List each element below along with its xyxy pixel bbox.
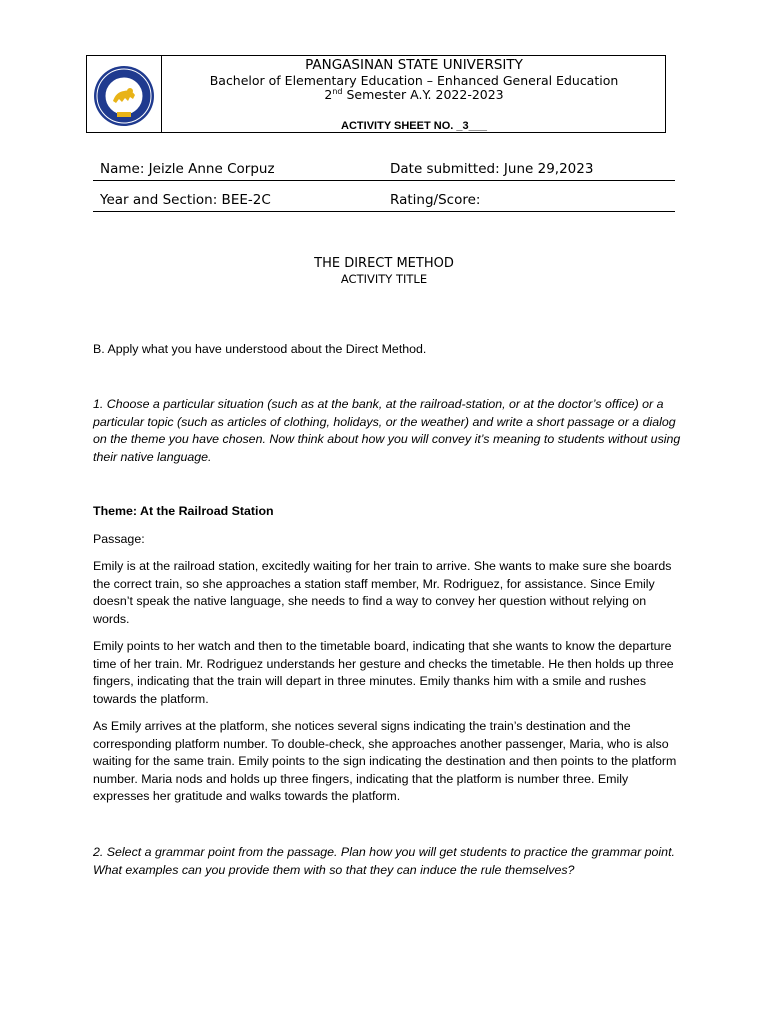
rating-score: Rating/Score: bbox=[390, 192, 481, 208]
program-name: Bachelor of Elementary Education – Enhanced General Education bbox=[209, 73, 619, 88]
semester-number: 2 bbox=[324, 87, 333, 103]
activity-sheet-number: ACTIVITY SHEET NO. _3___ bbox=[341, 120, 487, 132]
passage-paragraph-2: Emily points to her watch and then to the timetable board, indicating that she wants to know the departure time of her train. Mr. Rodriguez understands her gesture and checks the timetable. He then holds up three fingers, indicating that the train will depart in three minutes. Emily thanks him with a smile and rushes towards the platform. bbox=[93, 639, 674, 706]
header-box bbox=[86, 55, 666, 133]
question-2: 2. Select a grammar point from the passage. Plan how you will get students to practice the grammar point. What examples can you provide them with so that they can induce the rule themselves? bbox=[93, 845, 675, 877]
student-name: Name: Jeizle Anne Corpuz bbox=[100, 161, 275, 177]
info-row-section bbox=[93, 189, 675, 212]
passage-paragraph-3: As Emily arrives at the platform, she notices several signs indicating the train’s destination and the corresponding platform number. To double-check, she approaches another passenger, Maria, who is also waiting for the same train. Emily points to the sign indicating the destination and then points to the platform number. Maria nods and holds up three fingers, indicating that the platform is number three. Emily expresses her gratitude and walks towards the platform. bbox=[93, 719, 677, 804]
question-1: 1. Choose a particular situation (such as at the bank, at the railroad-station, or at the doctor’s office) or a particular topic (such as articles of clothing, holidays, or the weather) and write a short passage or a dialog on the theme you have chosen. Now think about how you will convey it’s meaning to students without using their native language. bbox=[93, 397, 681, 464]
info-row-name bbox=[93, 158, 675, 181]
semester-text: Semester A.Y. 2022-2023 bbox=[342, 87, 504, 103]
activity-subtitle: ACTIVITY TITLE bbox=[340, 272, 428, 286]
semester-line bbox=[163, 87, 665, 102]
university-name: PANGASINAN STATE UNIVERSITY bbox=[305, 57, 523, 73]
activity-title: THE DIRECT METHOD bbox=[314, 256, 454, 271]
logo-cell bbox=[87, 56, 162, 132]
instruction: B. Apply what you have understood about the Direct Method. bbox=[93, 342, 427, 356]
theme-heading: Theme: At the Railroad Station bbox=[93, 504, 274, 518]
university-seal-icon bbox=[93, 65, 155, 127]
passage-label: Passage: bbox=[93, 532, 145, 546]
passage-paragraph-1: Emily is at the railroad station, excitedly waiting for her train to arrive. She wants to make sure she boards the correct train, so she approaches a station staff member, Mr. Rodriguez, for assistance. Since Emily doesn’t speak the native language, she needs to find a way to convey her question without relying on words. bbox=[93, 559, 672, 626]
year-section: Year and Section: BEE-2C bbox=[100, 192, 271, 208]
semester-superscript: nd bbox=[332, 87, 343, 96]
date-submitted: Date submitted: June 29,2023 bbox=[390, 161, 594, 177]
